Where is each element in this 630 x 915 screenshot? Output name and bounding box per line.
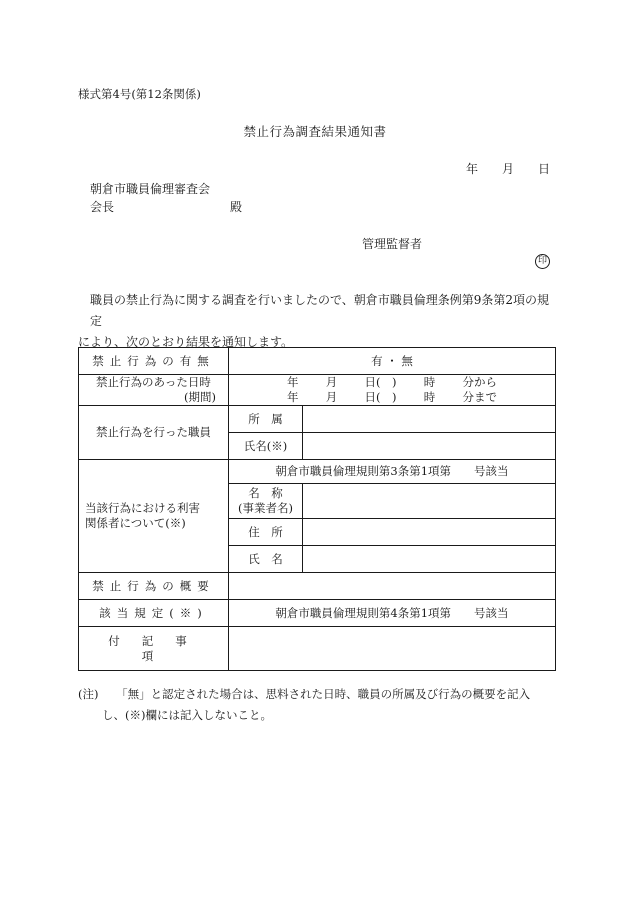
seal-mark: 印: [535, 254, 550, 269]
to-year: 年: [287, 390, 299, 404]
remarks-input[interactable]: [229, 627, 556, 671]
remarks-label: 付記事項: [79, 627, 229, 671]
staff-name-label: 氏名(※): [229, 433, 303, 460]
datetime-to-line: [287, 390, 497, 405]
party-person-input[interactable]: [303, 546, 556, 573]
existence-label: 禁止行為の有無: [79, 348, 229, 375]
to-hour: 時: [423, 390, 436, 404]
party-name-label: 名 称: [248, 486, 283, 500]
from-year: 年: [287, 375, 299, 389]
from-hour: 時: [423, 375, 436, 389]
sender: 管理監督者: [362, 237, 423, 251]
party-business-label: (事業者名): [238, 501, 293, 515]
to-month: 月: [325, 390, 338, 404]
party-name-input[interactable]: [303, 484, 556, 519]
datetime-from-line: [287, 375, 497, 390]
row-existence: [79, 348, 556, 375]
body-text: [78, 290, 553, 353]
datetime-label-cell: [79, 375, 229, 406]
summary-label: 禁止行為の概要: [79, 573, 229, 600]
recipient-chair-line: [90, 198, 242, 215]
footnote-line-1: 「無」と認定された場合は、思料された日時、職員の所属及び行為の概要を記入: [116, 687, 531, 701]
body-line-2: により、次のとおり結果を通知します。: [78, 335, 294, 349]
document-title: 禁止行為調査結果通知書: [243, 124, 387, 139]
party-rule[interactable]: 朝倉市職員倫理規則第3条第1項第 号該当: [229, 460, 556, 484]
staff-dept-label: 所 属: [229, 406, 303, 433]
party-address-label: 住 所: [229, 519, 303, 546]
party-label-1: 当該行為における利害: [85, 501, 200, 515]
row-datetime: [79, 375, 556, 406]
from-day: 日( ): [364, 375, 397, 389]
form-number: 様式第4号(第12条関係): [78, 87, 201, 101]
result-table: [78, 347, 556, 671]
body-line-1: 職員の禁止行為に関する調査を行いましたので、朝倉市職員倫理条例第9条第2項の規定: [90, 293, 550, 328]
datetime-sublabel: (期間): [184, 390, 216, 404]
to-minute: 分まで: [462, 390, 497, 404]
datetime-label: 禁止行為のあった日時: [96, 375, 211, 389]
party-label-2: 関係者について(※): [85, 516, 186, 530]
staff-label: 禁止行為を行った職員: [79, 406, 229, 460]
date-year: 年: [466, 162, 479, 176]
staff-dept-input[interactable]: [303, 406, 556, 433]
staff-name-input[interactable]: [303, 433, 556, 460]
row-party-rule: [79, 460, 556, 484]
date-month: 月: [501, 162, 514, 176]
datetime-value[interactable]: [229, 375, 556, 406]
from-minute: 分から: [462, 375, 497, 389]
recipient-honorific: 殿: [229, 200, 242, 214]
row-regulation: [79, 600, 556, 627]
recipient-organization: 朝倉市職員倫理審査会: [90, 182, 211, 196]
footnote-prefix: (注): [78, 687, 99, 701]
from-month: 月: [325, 375, 338, 389]
party-address-input[interactable]: [303, 519, 556, 546]
party-person-label: 氏 名: [229, 546, 303, 573]
summary-input[interactable]: [229, 573, 556, 600]
row-remarks: [79, 627, 556, 671]
row-summary: [79, 573, 556, 600]
regulation-label: 該当規定(※): [79, 600, 229, 627]
row-staff-dept: [79, 406, 556, 433]
footnote: [78, 684, 558, 726]
regulation-value[interactable]: 朝倉市職員倫理規則第4条第1項第 号該当: [229, 600, 556, 627]
footnote-line-2: し、(※)欄には記入しないこと。: [102, 708, 272, 722]
existence-value[interactable]: 有 ・ 無: [229, 348, 556, 375]
date-line: [466, 160, 550, 177]
date-day: 日: [537, 162, 550, 176]
party-label-cell: [79, 460, 229, 573]
recipient-chair: 会長: [90, 200, 115, 214]
to-day: 日( ): [364, 390, 397, 404]
party-name-label-cell: [229, 484, 303, 519]
